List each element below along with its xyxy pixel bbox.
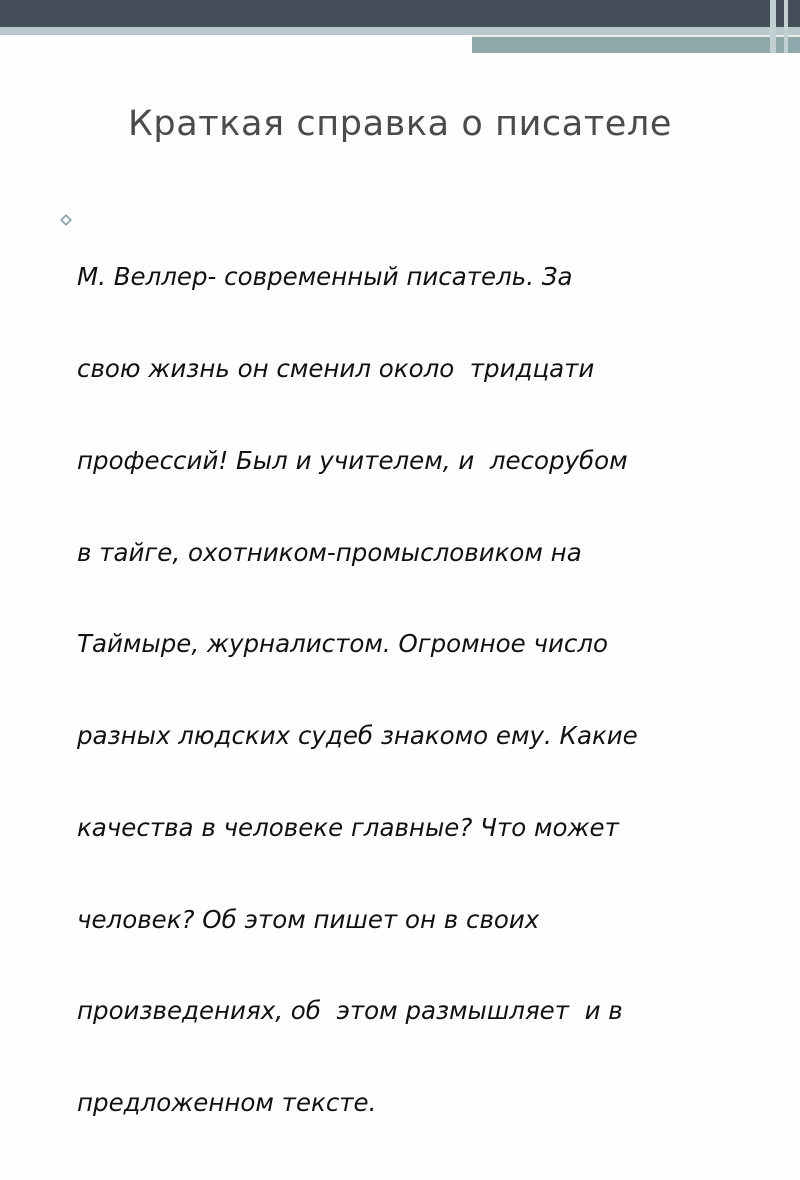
paragraph-line: предложенном тексте.	[77, 1088, 377, 1118]
corner-stripe	[770, 0, 776, 53]
paragraph-line: качества в человеке главные? Что может	[77, 812, 619, 842]
diamond-bullet-icon	[60, 214, 72, 226]
slide-body-paragraph	[77, 201, 767, 1180]
paragraph-line: профессий! Был и учителем, и лесорубом	[77, 445, 628, 475]
paragraph-line: М. Веллер- современный писатель. За	[77, 262, 573, 292]
header-accent-line	[472, 35, 800, 37]
paragraph-line: Таймыре, журналистом. Огромное число	[77, 629, 609, 659]
corner-stripe	[784, 0, 788, 53]
header-band	[0, 0, 800, 27]
paragraph-line: разных людских судеб знакомо ему. Какие	[77, 721, 638, 751]
paragraph-line: человек? Об этом пишет он в своих	[77, 904, 540, 934]
paragraph-line: свою жизнь он сменил около тридцати	[77, 353, 595, 383]
paragraph-line: произведениях, об этом размышляет и в	[77, 996, 623, 1026]
slide-title: Краткая справка о писателе	[127, 104, 673, 144]
header-accent-stripe	[0, 27, 800, 35]
header-accent-block	[472, 35, 800, 53]
paragraph-line: в тайге, охотником-промысловиком на	[77, 537, 582, 567]
